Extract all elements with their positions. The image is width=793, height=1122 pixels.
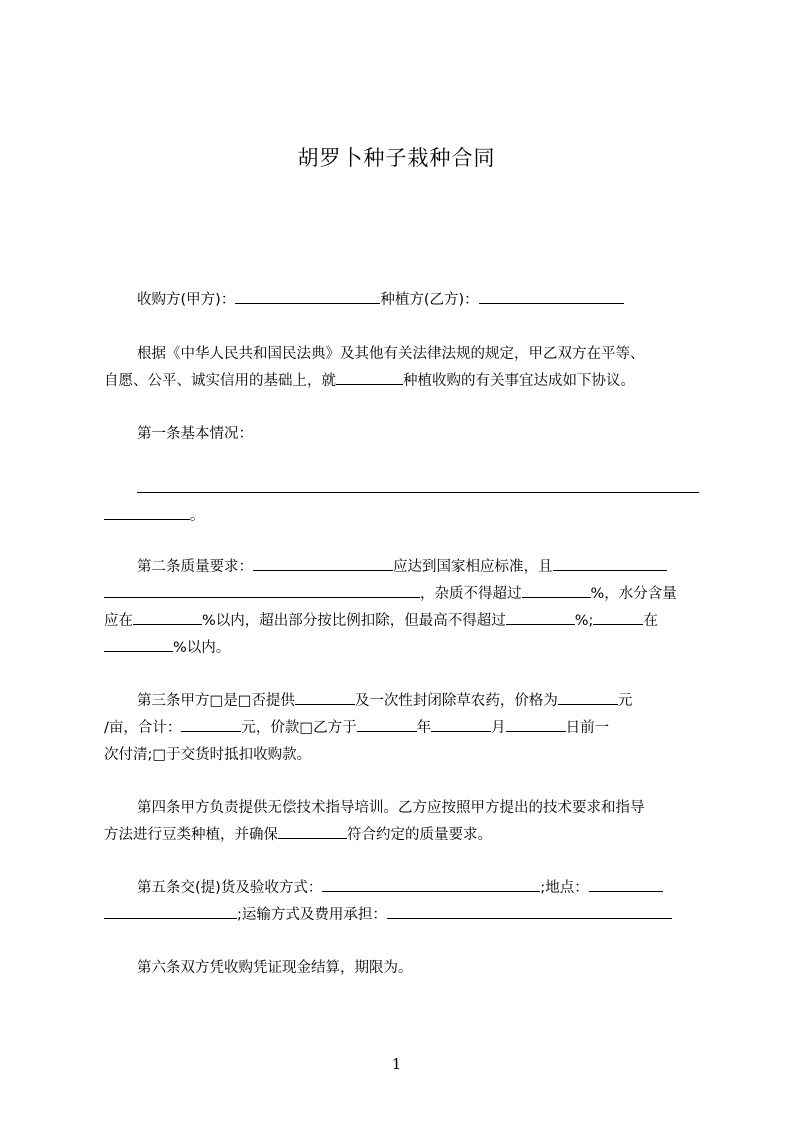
article-5-text: ;运输方式及费用承担： — [237, 907, 387, 923]
page-number: 1 — [391, 1055, 402, 1073]
article-5-line-1 — [104, 875, 734, 902]
delivery-method-blank — [322, 875, 540, 892]
year-blank — [357, 715, 417, 732]
buyer-blank — [235, 287, 380, 304]
month-blank — [431, 715, 491, 732]
location-blank — [104, 902, 237, 919]
intro-line-1 — [104, 341, 734, 368]
article-2-text: %，水分含量 — [590, 586, 677, 602]
article-4-text: 第四条甲方负责提供无偿技术指导培训。乙方应按照甲方提出的技术要求和指导 — [137, 800, 645, 816]
article-3-line-2 — [104, 715, 701, 742]
article-4-line-1 — [104, 795, 734, 822]
quality-blank — [104, 581, 420, 598]
article-6: 第六条双方凭收购凭证现金结算，期限为。 — [137, 960, 413, 976]
article-4-line-2 — [104, 822, 701, 849]
intro-text: 自愿、公平、诚实信用的基础上，就 — [104, 373, 336, 389]
article-3-text: 年 — [416, 720, 432, 736]
product-blank — [278, 822, 347, 839]
article-5-text: ;地点： — [540, 880, 589, 896]
quality-blank — [253, 554, 393, 571]
article-3-text: 次付清;□于交货时抵扣收购款。 — [104, 747, 312, 763]
article-2-text: 第二条质量要求： — [137, 559, 253, 575]
crop-blank — [336, 368, 403, 385]
intro-text: 种植收购的有关事宜达成如下协议。 — [403, 373, 635, 389]
page-title: 胡罗卜种子栽种合同 — [297, 146, 496, 170]
buyer-label: 收购方(甲方)： — [137, 292, 236, 308]
article-2-text: %以内，超出部分按比例扣除，但最高不得超过 — [202, 613, 506, 629]
article-2-text: %以内。 — [173, 640, 231, 656]
article-2-text: 应在 — [104, 613, 133, 629]
basic-info-blank — [137, 476, 699, 493]
article-1-heading: 第一条基本情况： — [137, 426, 253, 442]
article-1-line-1 — [104, 476, 734, 503]
grower-blank — [479, 287, 624, 304]
article-3-line-1 — [104, 688, 734, 715]
article-5-line-2 — [104, 902, 701, 929]
article-3-text: /亩，合计： — [104, 720, 182, 736]
item-blank — [593, 608, 643, 625]
article-4-text: 符合约定的质量要求。 — [347, 827, 492, 843]
total-blank — [181, 715, 241, 732]
article-3-text: 元 — [617, 693, 633, 709]
article-1-line-2 — [104, 503, 701, 530]
article-2-text: ，杂质不得超过 — [420, 586, 522, 602]
location-blank — [589, 875, 663, 892]
quality-blank — [553, 554, 667, 571]
transport-blank — [387, 902, 672, 919]
grower-label: 种植方(乙方)： — [380, 292, 479, 308]
article-5-text: 第五条交(提)货及验收方式： — [137, 880, 323, 896]
intro-line-2 — [104, 368, 701, 395]
article-3-text: 月 — [491, 720, 506, 736]
article-3-line-3 — [104, 742, 701, 769]
price-blank — [558, 688, 618, 705]
basic-info-blank — [104, 503, 190, 520]
article-2-line-4 — [104, 635, 701, 662]
max-blank — [506, 608, 575, 625]
parties-line — [104, 287, 734, 314]
article-2-text: 应达到国家相应标准，且 — [393, 559, 553, 575]
article-2-line-2 — [104, 581, 701, 608]
article-2-text: %; — [574, 613, 594, 629]
impurity-blank — [522, 581, 591, 598]
article-2-text: 在 — [643, 613, 658, 629]
day-blank — [506, 715, 566, 732]
article-2-line-3 — [104, 608, 701, 635]
supply-blank — [295, 688, 355, 705]
intro-text: 根据《中华人民共和国民法典》及其他有关法律法规的规定，甲乙双方在平等、 — [137, 346, 645, 362]
article-3-text: 第三条甲方□是□否提供 — [137, 693, 295, 709]
percent-blank — [104, 635, 173, 652]
article-3-text: 及一次性封闭除草农药，价格为 — [354, 693, 558, 709]
article-4-text: 方法进行豆类种植，并确保 — [104, 827, 278, 843]
article-2-line-1 — [104, 554, 734, 581]
article-3-text: 日前一 — [565, 720, 610, 736]
article-3-text: 元，价款□乙方于 — [241, 720, 357, 736]
moisture-blank — [133, 608, 202, 625]
article-1-tail: 。 — [190, 508, 205, 524]
